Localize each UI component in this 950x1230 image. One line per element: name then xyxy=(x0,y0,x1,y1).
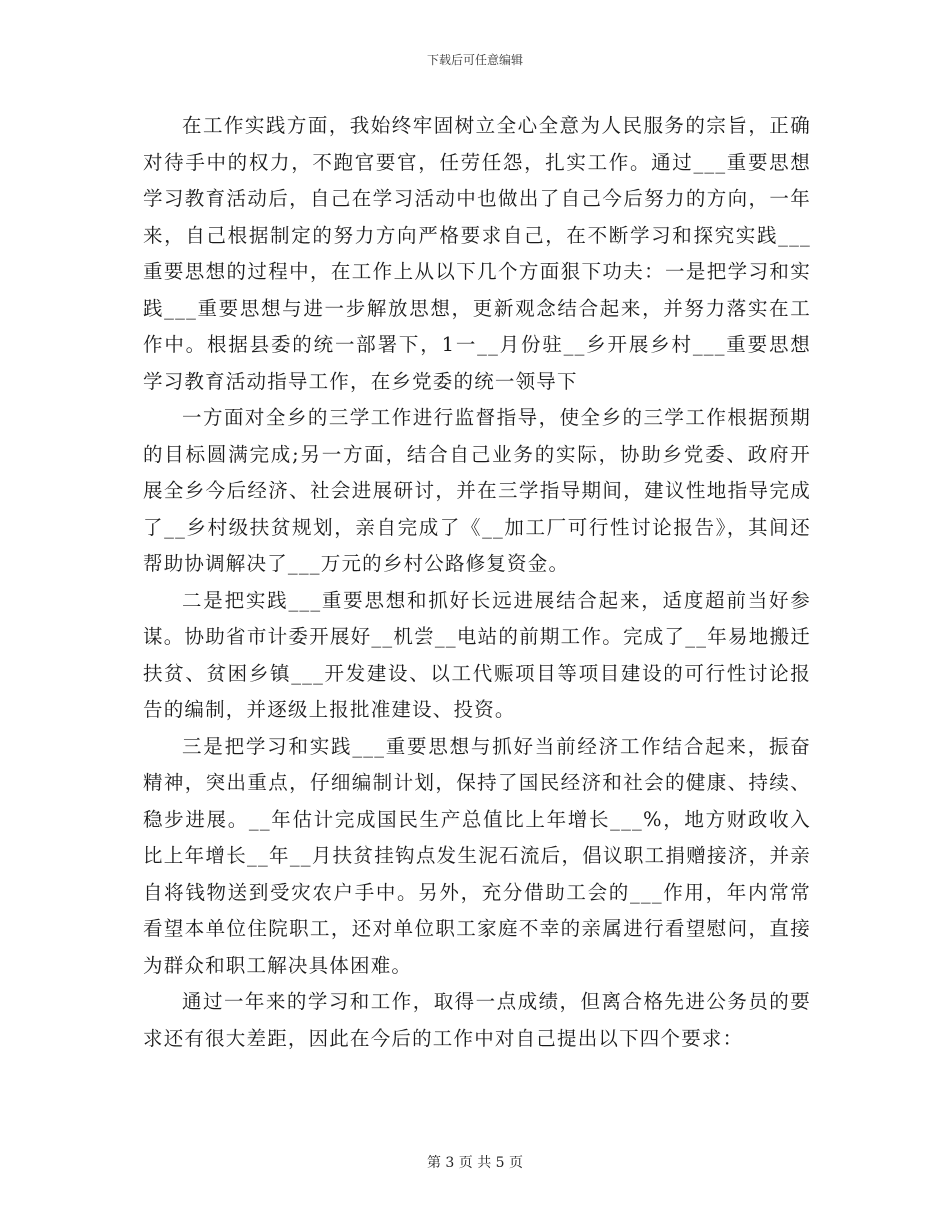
page-header-note: 下载后可任意编辑 xyxy=(426,53,523,67)
page-number: 第 3 页 共 5 页 xyxy=(426,1155,524,1171)
paragraph-supervision: 一方面对全乡的三学工作进行监督指导，使全乡的三学工作根据预期的目标圆满完成;另一方面，结合自己业务的实际，协助乡党委、政府开展全乡今后经济、社会进展研讨，并在三学指导期间，建议性地指导完成了__乡村级扶贫规划，亲自完成了《__加工厂可行性讨论报告》，其间还帮助协调解决了___万元的乡村公路修复资金。 xyxy=(143,406,811,575)
document-body xyxy=(143,108,811,1057)
paragraph-current-economy: 三是把学习和实践___重要思想与抓好当前经济工作结合起来，振奋精神，突出重点，仔细编制计划，保持了国民经济和社会的健康、持续、稳步进展。__年估计完成国民生产总值比上年增长___%，地方财政收入比上年增长__年__月扶贫挂钩点发生泥石流后，倡议职工捐赠接济，并亲自将钱物送到受灾农户手中。另外，充分借助工会的___作用，年内常常看望本单位住院职工，还对单位职工家庭不幸的亲属进行看望慰问，直接为群众和职工解决具体困难。 xyxy=(143,734,811,977)
paragraph-long-term-development: 二是把实践___重要思想和抓好长远进展结合起来，适度超前当好参谋。协助省市计委开展好__机尝__电站的前期工作。完成了__年易地搬迁扶贫、贫困乡镇___开发建设、以工代赈项目等项目建设的可行性讨论报告的编制，并逐级上报批准建设、投资。 xyxy=(143,588,811,721)
paragraph-summary: 通过一年来的学习和工作，取得一点成绩，但离合格先进公务员的要求还有很大差距，因此在今后的工作中对自己提出以下四个要求： xyxy=(143,990,811,1050)
paragraph-work-practice: 在工作实践方面，我始终牢固树立全心全意为人民服务的宗旨，正确对待手中的权力，不跑官要官，任劳任怨，扎实工作。通过___重要思想学习教育活动后，自己在学习活动中也做出了自己今后努力的方向，一年来，自己根据制定的努力方向严格要求自己，在不断学习和探究实践___重要思想的过程中，在工作上从以下几个方面狠下功夫：一是把学习和实践___重要思想与进一步解放思想，更新观念结合起来，并努力落实在工作中。根据县委的统一部署下，1一__月份驻__乡开展乡村___重要思想学习教育活动指导工作，在乡党委的统一领导下 xyxy=(143,114,811,393)
